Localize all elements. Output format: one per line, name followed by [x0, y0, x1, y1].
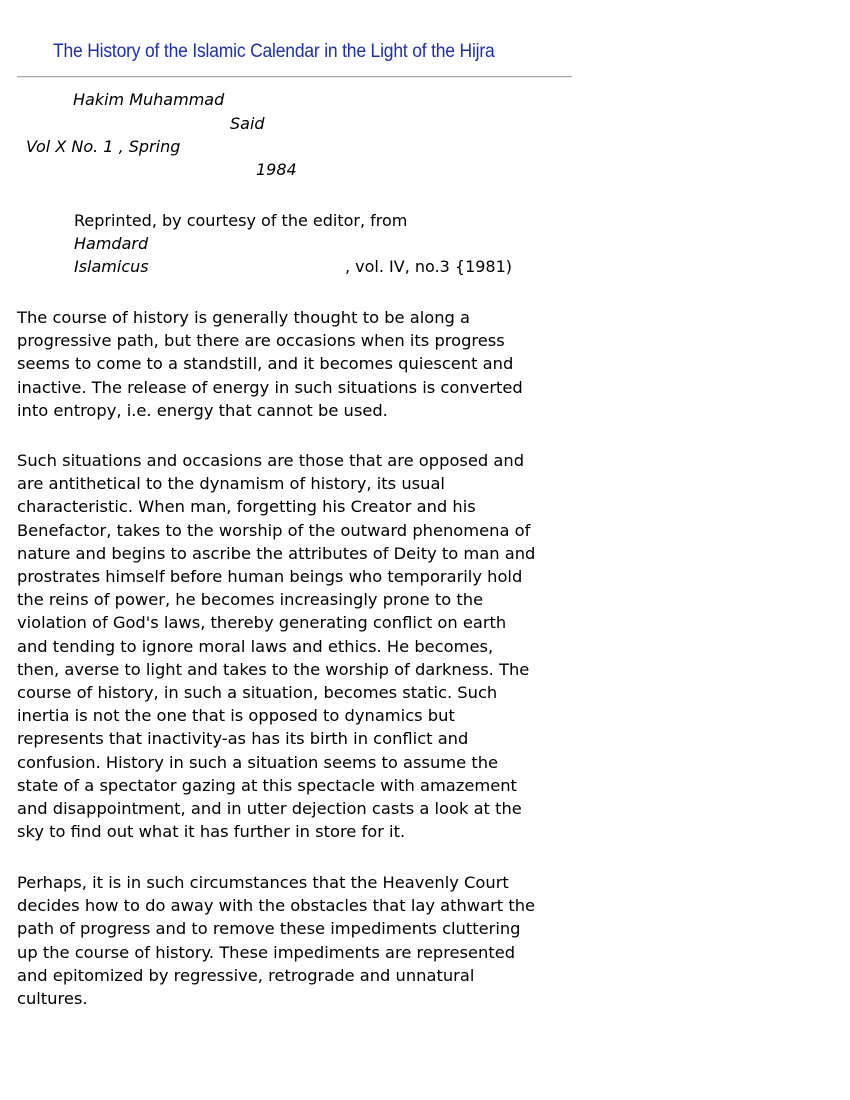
body-paragraph-1: The course of history is generally thought to be along a progressive path, but there are occasions when its progress seems to come to a standstill, and it becomes quiescent and inactive. The release of energy in such situations is converted into entropy, i.e. energy that cannot be used.: [17, 308, 523, 420]
author-first-name: Hakim Muhammad: [73, 90, 225, 109]
reprint-note: Reprinted, by courtesy of the editor, from: [74, 211, 408, 230]
volume-info: Vol X No. 1 , Spring: [26, 137, 181, 156]
title-divider: [17, 76, 572, 78]
body-paragraph-3: Perhaps, it is in such circumstances that the Heavenly Court decides how to do away with the obstacles that lay athwart the path of progress and to remove these impediments cluttering up the course of history. These impediments are represented and epitomized by regressive, retrograde and unnatural cultures.: [17, 873, 536, 1009]
journal-name-line1: Hamdard: [74, 234, 149, 253]
body-paragraph-2: Such situations and occasions are those that are opposed and are antithetical to the dynamism of history, its usual characteristic. When man, forgetting his Creator and his Benefactor, takes to the worship of the outward phenomena of nature and begins to ascribe the attributes of Deity to man and prostrates himself before human beings who temporarily hold the reins of power, he becomes increasingly prone to the violation of God's laws, thereby generating conflict on earth and tending to ignore moral laws and ethics. He becomes, then, averse to light and takes to the worship of darkness. The course of history, in such a situation, becomes static. Such inertia is not the one that is opposed to dynamics but represents that inactivity-as has its birth in conflict and confusion. History in such a situation seems to assume the state of a spectator gazing at this spectacle with amazement and disappointment, and in utter dejection casts a look at the sky to find out what it has further in store for it.: [17, 451, 536, 842]
publication-year: 1984: [256, 160, 297, 179]
journal-name-line2: Islamicus: [74, 257, 149, 276]
journal-issue: , vol. IV, no.3 {1981): [345, 257, 513, 276]
author-last-name: Said: [230, 114, 265, 133]
article-title: The History of the Islamic Calendar in the Light of the Hijra: [53, 41, 495, 62]
